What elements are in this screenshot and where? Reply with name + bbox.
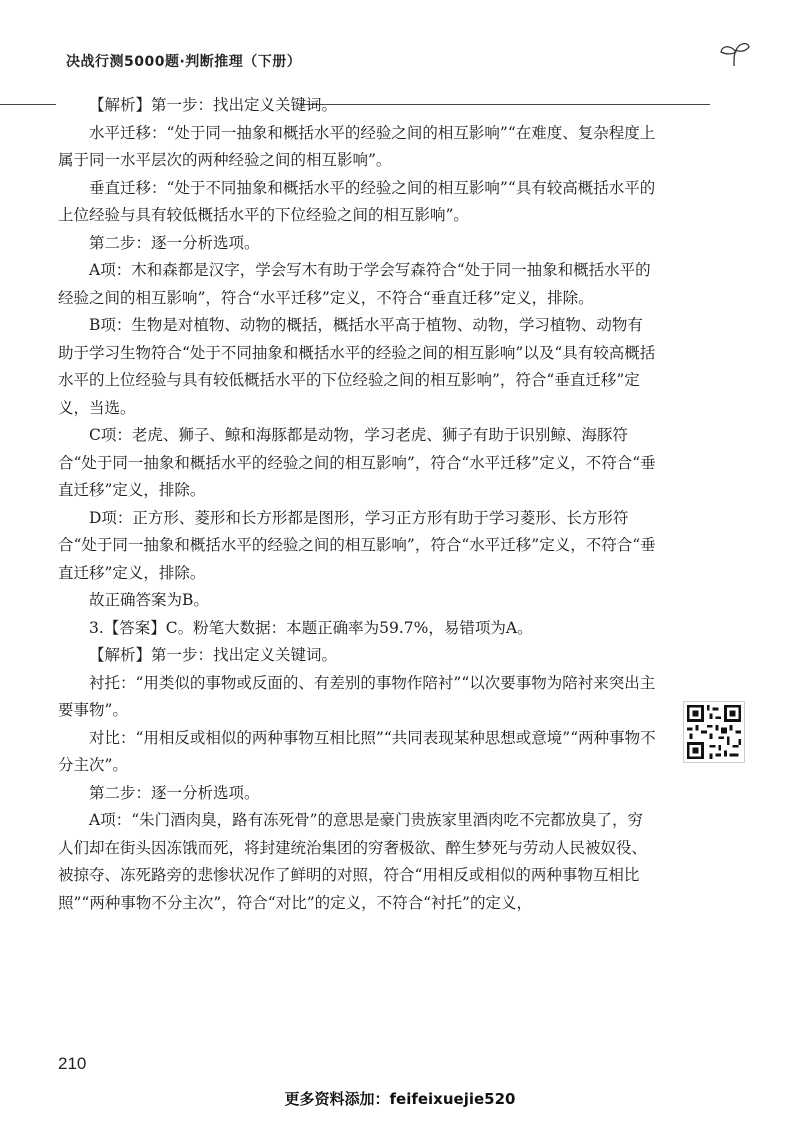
footer-contact-note: 更多资料添加：feifeixuejie520: [284, 1090, 516, 1108]
paragraph: 3.【答案】C。粉笔大数据：本题正确率为59.7%，易错项为A。: [89, 618, 533, 637]
sprout-icon: [716, 40, 752, 72]
paragraph: 垂直迁移：“处于不同抽象和概括水平的经验之间的相互影响”“具有较高概括水平的上位经验与具有较低概括水平的下位经验之间的相互影响”。: [58, 178, 656, 224]
paragraph: A项：“朱门酒肉臭，路有冻死骨”的意思是豪门贵族家里酒肉吃不完都放臭了，穷人们却在街头因冻饿而死，将封建统治集团的穷奢极欲、醉生梦死与劳动人民被奴役、被掠夺、冻死路旁的悲惨状况作了鲜明的对照，符合“用相反或相似的两种事物互相比照”“两种事物不分主次”，符合“对比”的定义，不符合“衬托”的定义，: [58, 811, 648, 912]
qr-code-icon[interactable]: [683, 701, 745, 763]
paragraph: D项：正方形、菱形和长方形都是图形，学习正方形有助于学习菱形、长方形符合“处于同一抽象和概括水平的经验之间的相互影响”，符合“水平迁移”定义，不符合“垂直迁移”定义，排除。: [58, 508, 656, 582]
header-rule-left: [0, 104, 56, 105]
paragraph: B项：生物是对植物、动物的概括，概括水平高于植物、动物，学习植物、动物有助于学习生物符合“处于不同抽象和概括水平的经验之间的相互影响”以及“具有较高概括水平的上位经验与具有较低概括水平的下位经验之间的相互影响”，符合“垂直迁移”定义，当选。: [58, 316, 656, 417]
running-header-title: 决战行测5000题·判断推理（下册）: [66, 54, 302, 70]
paragraph: 对比：“用相反或相似的两种事物互相比照”“共同表现某种思想或意境”“两种事物不分主次”。: [58, 728, 656, 774]
paragraph: 【解析】第一步：找出定义关键词。: [89, 96, 338, 114]
paragraph: 【解析】第一步：找出定义关键词。: [89, 646, 338, 664]
paragraph: C项：老虎、狮子、鲸和海豚都是动物，学习老虎、狮子有助于识别鲸、海豚符合“处于同一抽象和概括水平的经验之间的相互影响”，符合“水平迁移”定义，不符合“垂直迁移”定义，排除。: [58, 426, 656, 499]
paragraph: 水平迁移：“处于同一抽象和概括水平的经验之间的相互影响”“在难度、复杂程度上属于同一水平层次的两种经验之间的相互影响”。: [58, 123, 656, 169]
paragraph: 第二步：逐一分析选项。: [89, 783, 260, 802]
paragraph: 衬托：“用类似的事物或反面的、有差别的事物作陪衬”“以次要事物为陪衬来突出主要事物”。: [58, 673, 656, 719]
explanation-body: [58, 92, 658, 917]
page-number: 210: [58, 1054, 87, 1073]
paragraph: A项：木和森都是汉字，学会写木有助于学会写森符合“处于同一抽象和概括水平的经验之间的相互影响”，符合“水平迁移”定义，不符合“垂直迁移”定义，排除。: [58, 261, 651, 307]
paragraph: 第二步：逐一分析选项。: [89, 233, 260, 252]
paragraph: 故正确答案为B。: [89, 591, 209, 609]
